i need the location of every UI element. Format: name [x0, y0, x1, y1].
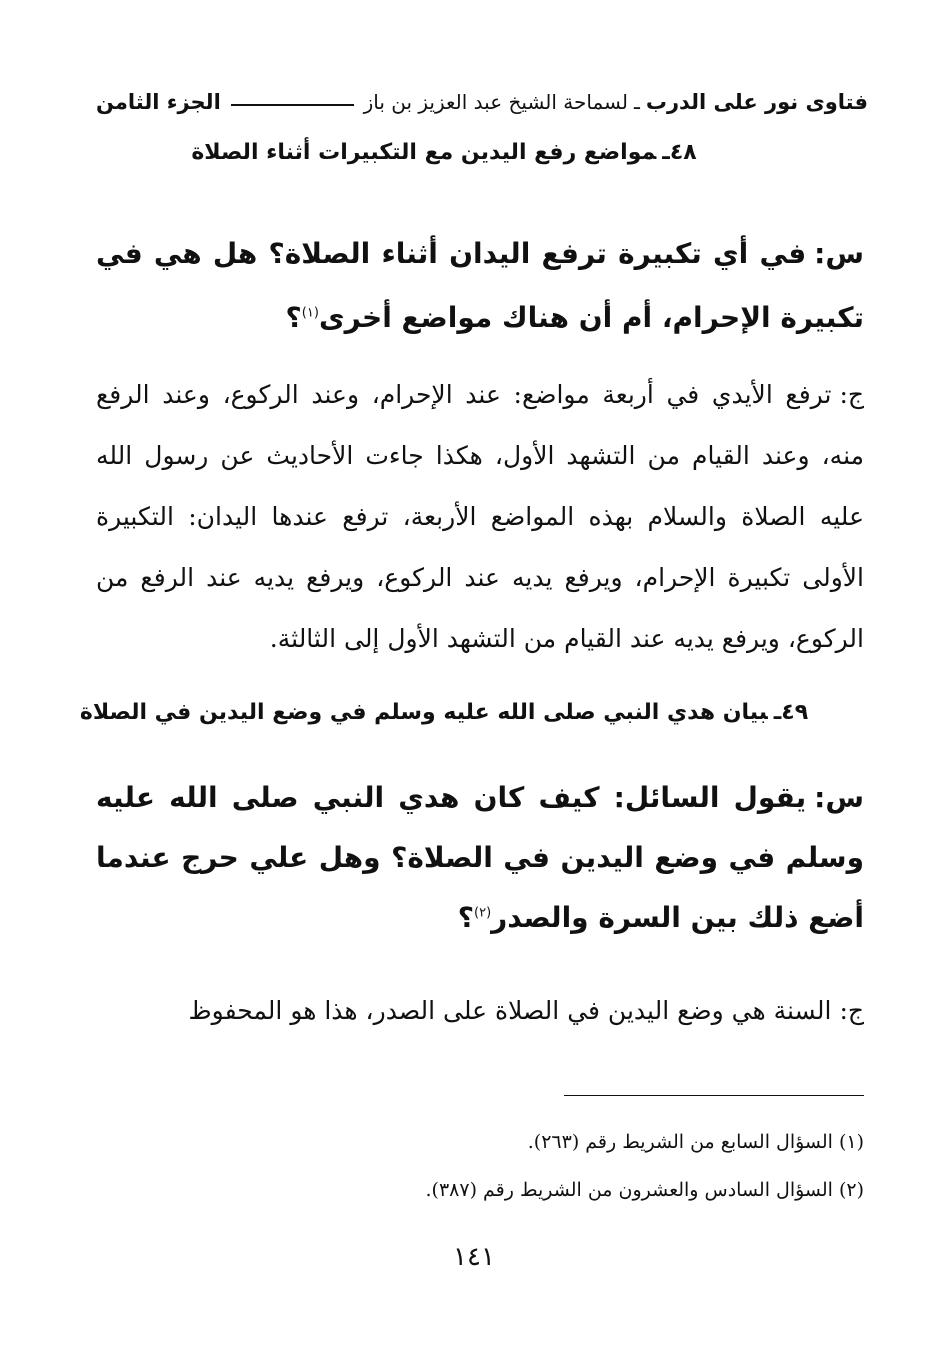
footnote-divider	[564, 1095, 864, 1096]
answer-label: ج:	[839, 380, 864, 409]
answer-label: ج:	[839, 996, 864, 1025]
question-text: في أي تكبيرة ترفع اليدان أثناء الصلاة؟ هل هي في تكبيرة الإحرام، أم أن هناك مواضع أخرى	[96, 237, 864, 334]
answer-49	[96, 980, 864, 1041]
question-48	[96, 222, 864, 350]
footnotes	[96, 1118, 864, 1214]
footnote-text: السؤال السابع من الشريط رقم (٢٦٣).	[527, 1131, 833, 1153]
answer-text: ترفع الأيدي في أربعة مواضع: عند الإحرام، وعند الركوع، وعند الرفع منه، وعند القيام من التشهد الأول، هكذا جاءت الأحاديث عن رسول الله عليه الصلاة والسلام بهذه المواضع الأربعة، ترفع عندها اليدان: التكبيرة الأولى تكبيرة الإحرام، ويرفع يديه عند الركوع، ويرفع يديه عند الرفع من الركوع، ويرفع يديه عند القيام من التشهد الأول إلى الثالثة.	[96, 380, 864, 653]
question-label: س:	[814, 237, 864, 270]
header-rule	[231, 104, 354, 106]
footnote	[96, 1118, 864, 1166]
section-heading-48	[0, 140, 948, 165]
question-49	[96, 768, 864, 948]
page-number: ١٤١	[453, 1242, 495, 1272]
question-label: س:	[814, 781, 864, 814]
section-title: مواضع رفع اليدين مع التكبيرات أثناء الصلاة	[191, 140, 657, 165]
footnote-ref: (٢)	[474, 905, 492, 921]
volume-part: الجزء الثامن	[96, 90, 221, 114]
header-separator: ـ	[633, 90, 640, 114]
question-mark: ؟	[457, 901, 475, 934]
section-heading-49	[0, 700, 948, 725]
section-title: بيان هدي النبي صلى الله عليه وسلم في وضع اليدين في الصلاة	[79, 700, 768, 725]
footnote-number: (٢)	[838, 1179, 864, 1201]
section-number: ٤٨ـ	[662, 140, 697, 165]
running-header	[96, 82, 868, 122]
footnote-text: السؤال السادس والعشرون من الشريط رقم (٣٨٧).	[425, 1179, 833, 1201]
footnote	[96, 1166, 864, 1214]
footnote-ref: (١)	[301, 305, 319, 321]
question-mark: ؟	[285, 301, 302, 334]
author-name: لسماحة الشيخ عبد العزيز بن باز	[363, 90, 628, 114]
answer-text: السنة هي وضع اليدين في الصلاة على الصدر، هذا هو المحفوظ	[188, 996, 832, 1025]
section-number: ٤٩ـ	[773, 700, 809, 725]
footnote-number: (١)	[838, 1131, 864, 1153]
question-text: يقول السائل: كيف كان هدي النبي صلى الله عليه وسلم في وضع اليدين في الصلاة؟ وهل علي حرج عندما أضع ذلك بين السرة والصدر	[96, 781, 864, 934]
answer-48	[96, 364, 864, 669]
book-title: فتاوى نور على الدرب	[645, 90, 868, 114]
